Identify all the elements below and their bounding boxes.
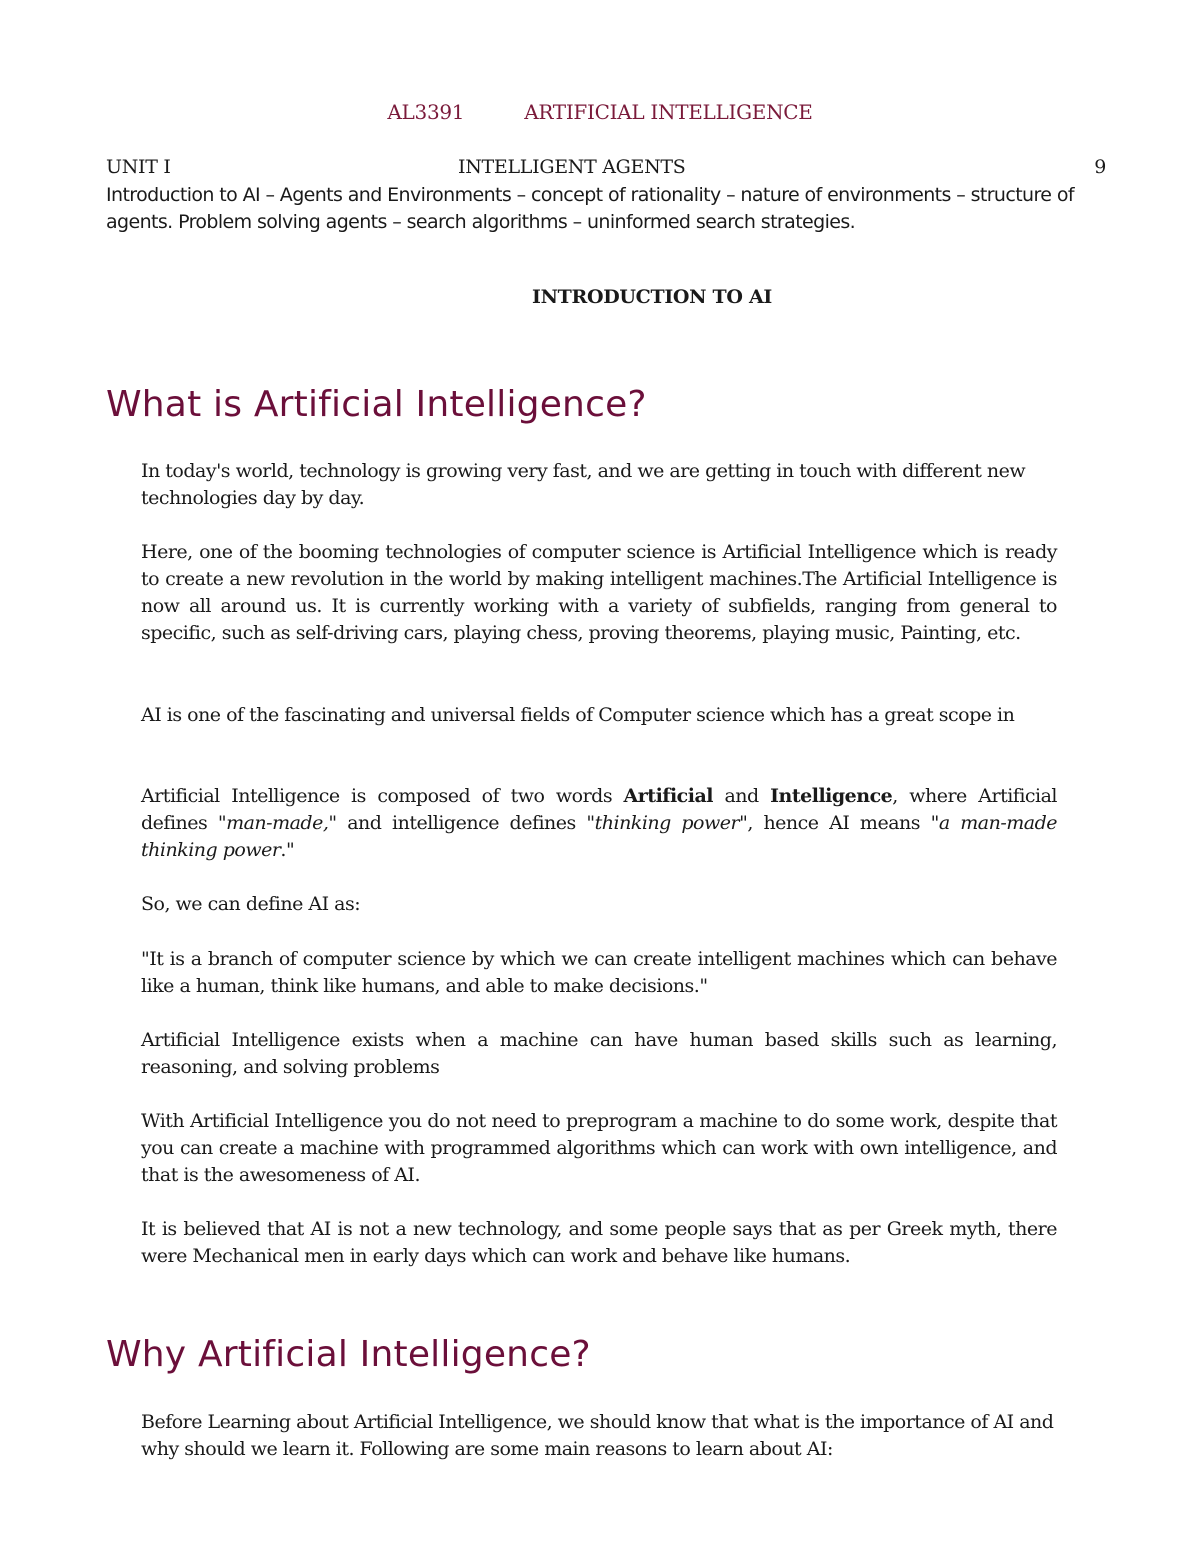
intro-heading: INTRODUCTION TO AI: [532, 286, 772, 308]
italic-term: a man-made thinking power: [141, 812, 1058, 861]
paragraph: With Artificial Intelligence you do not need to preprogram a machine to do some work, despite that you can create a machine with programmed algorithms which can work with own intelligence, and that is the awesomeness of AI.: [141, 1110, 1057, 1186]
text-run: , where Artificial defines ": [141, 785, 1058, 834]
unit-row: [106, 156, 1106, 184]
text-run: .": [280, 839, 295, 861]
paragraph: It is believed that AI is not a new technology, and some people says that as per Greek myth, there were Mechanical men in early days which can work and behave like humans.: [141, 1218, 1057, 1267]
paragraph-definition: [141, 783, 1057, 864]
text-run: and: [713, 785, 771, 807]
paragraph: AI is one of the fascinating and universal fields of Computer science which has a great scope in: [141, 704, 1015, 726]
unit-title: INTELLIGENT AGENTS: [458, 156, 686, 178]
paragraph: Here, one of the booming technologies of computer science is Artificial Intelligence which is ready to create a new revolution in the world by making intelligent machines.The Artificial Intelligence is now all around us. It is currently working with a variety of subfields, ranging from general to specific, such as self-driving cars, playing chess, proving theorems, playing music, Painting, etc.: [141, 541, 1057, 644]
text-run: ", hence AI means ": [739, 812, 939, 834]
paragraph: Before Learning about Artificial Intelligence, we should know that what is the importance of AI and why should we learn it. Following are some main reasons to learn about AI:: [141, 1411, 1054, 1460]
section-heading-why-ai: Why Artificial Intelligence?: [106, 1334, 591, 1375]
bold-term-intelligence: Intelligence: [770, 785, 893, 807]
course-header: [0, 100, 1200, 124]
text-run: Artificial Intelligence is composed of two words: [141, 785, 624, 807]
paragraph: Artificial Intelligence exists when a machine can have human based skills such as learning, reasoning, and solving problems: [141, 1029, 1057, 1078]
italic-term: thinking power: [594, 812, 740, 834]
paragraph-quote: "It is a branch of computer science by which we can create intelligent machines which can behave like a human, think like humans, and able to make decisions.": [141, 948, 1057, 997]
unit-label: UNIT I: [106, 156, 171, 178]
course-code: AL3391: [387, 100, 465, 124]
italic-term: man-made,: [226, 812, 329, 834]
bold-term-artificial: Artificial: [623, 785, 713, 807]
text-run: " and intelligence defines ": [328, 812, 595, 834]
paragraph: In today's world, technology is growing very fast, and we are getting in touch with different new technologies day by day.: [141, 460, 1026, 509]
paragraph: So, we can define AI as:: [141, 893, 361, 915]
unit-description: Introduction to AI – Agents and Environments – concept of rationality – nature of environments – structure of agents. Problem solving agents – search algorithms – uninformed search strategies.: [106, 184, 1074, 233]
course-title: ARTIFICIAL INTELLIGENCE: [524, 100, 813, 124]
unit-hours: 9: [1094, 156, 1106, 178]
section-heading-what-is-ai: What is Artificial Intelligence?: [106, 384, 647, 425]
